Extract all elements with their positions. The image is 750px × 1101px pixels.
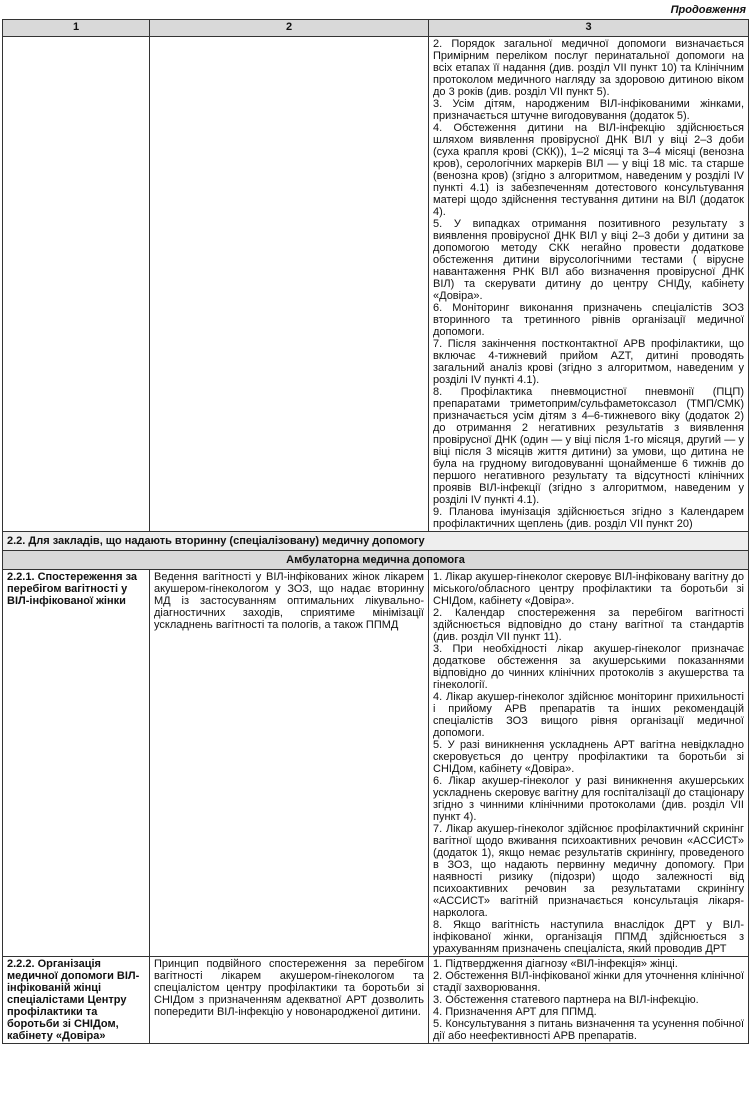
subsection-title: Амбулаторна медична допомога — [3, 551, 749, 570]
list-item: 2. Порядок загальної медичної допомоги визначається Примірним переліком послуг перинатальної допомоги на всіх етапах її надання (див. розділ VII пункт 10) та Клінічним протоколом медичного нагляду за здоровою дитиною віком до 3 років (див. розділ VII пункт 5). — [433, 38, 744, 98]
list-item: 2. Обстеження ВІЛ-інфікованої жінки для уточнення клінічної стадії захворювання. — [433, 970, 744, 994]
table-row — [3, 37, 749, 532]
row2-col3 — [429, 957, 749, 1044]
row1-col1: 2.2.1. Спостереження за перебігом вагітності у ВІЛ-інфікованої жінки — [3, 570, 150, 957]
row1-col3 — [429, 570, 749, 957]
list-item: 3. Усім дітям, народженим ВІЛ-інфікованими жінками, призначається штучне вигодовування (додаток 5). — [433, 98, 744, 122]
column-header-2: 2 — [150, 20, 429, 37]
list-item: 2. Календар спостереження за перебігом вагітності здійснюється відповідно до стану вагітної та стандартів (див. розділ VII пункт 11). — [433, 607, 744, 643]
row0-col1 — [3, 37, 150, 532]
table-row — [3, 570, 749, 957]
list-item: 8. Профілактика пневмоцистної пневмонії (ПЦП) препаратами триметоприм/сульфаметоксазол (ТМП/СМК) призначається усім дітям з 4–6-тижневого віку (додаток 2) до отримання 2 негативних результатів з виявлення провірусної ДНК (один — у віці після 1-го місяця, другий — у віці після 3 місяців життя дитини) за умови, що дитина не була на грудному вигодовуванні щонайменше 6 тижнів до першого негативного результату та відсутності клінічних проявів ВІЛ-інфекції (згідно з алгоритмом, наведеним у розділі IV пункті 4.1). — [433, 386, 744, 506]
list-item: 8. Якщо вагітність наступила внаслідок ДРТ у ВІЛ-інфікованої жінки, організація ППМД здійснюється з урахуванням призначень спеціаліста, який проводив ДРТ — [433, 919, 744, 955]
list-item: 6. Моніторинг виконання призначень спеціалістів ЗОЗ вторинного та третинного рівнів організації медичної допомоги. — [433, 302, 744, 338]
section-row — [3, 532, 749, 551]
section-title: 2.2. Для закладів, що надають вторинну (спеціалізовану) медичну допомогу — [3, 532, 749, 551]
list-item: 7. Лікар акушер-гінеколог здійснює профілактичний скринінг вагітної щодо вживання психоактивних речовин «АССИСТ» (додаток 1), якщо немає результатів скринінгу, проведеного в ЗОЗ, що надають первинну медичну допомогу. При наявності ризику (підозри) щодо залежності від психоактивних речовин за результатами скринінгу «АССИСТ» вагітній призначається консультація лікаря-нарколога. — [433, 823, 744, 919]
row2-col1: 2.2.2. Організація медичної допомоги ВІЛ-інфікованій жінці спеціалістами Центру профілактики та боротьби зі СНІДом, кабінету «Довіра» — [3, 957, 150, 1044]
list-item: 3. Обстеження статевого партнера на ВІЛ-інфекцію. — [433, 994, 699, 1006]
list-item: 4. Призначення АРТ для ППМД. — [433, 1006, 597, 1018]
list-item: 4. Обстеження дитини на ВІЛ-інфекцію здійснюється шляхом виявлення провірусної ДНК ВІЛ у віці 2–3 доби (суха крапля крові (СКК)), 1–2 місяці та 3–4 місяці (венозна кров), серологічних маркерів ВІЛ — у віці 18 міс. та старше (венозна кров) (згідно з алгоритмом, наведеним у розділі IV пункті 4.1) із забезпеченням дотестового консультування матері щодо здійснення тестування дитини на ВІЛ (додаток 4). — [433, 122, 744, 218]
list-item: 3. При необхідності лікар акушер-гінеколог призначає додаткове обстеження за акушерськими показаннями відповідно до чинних клінічних протоколів з акушерства та гінекології. — [433, 643, 744, 691]
row0-col3 — [429, 37, 749, 532]
protocol-table — [2, 19, 749, 1044]
subsection-row — [3, 551, 749, 570]
list-item: 6. Лікар акушер-гінеколог у разі виникнення акушерських ускладнень скеровує вагітну для госпіталізації до стаціонару згідно з чинними клінічними протоколами (див. розділ VII пункт 4). — [433, 775, 744, 823]
list-item: 4. Лікар акушер-гінеколог здійснює моніторинг прихильності і прийому АРВ препаратів та інших рекомендацій спеціалістів ЗОЗ вищого рівня організації медичної допомоги. — [433, 691, 744, 739]
list-item: 5. Консультування з питань визначення та усунення побічної дії або неефективності АРВ препаратів. — [433, 1018, 744, 1042]
row0-col2 — [150, 37, 429, 532]
list-item: 9. Планова імунізація здійснюється згідно з Календарем профілактичних щеплень (див. розділ VII пункт 20) — [433, 506, 744, 530]
row1-col2: Ведення вагітності у ВІЛ-інфікованих жінок лікарем акушером-гінекологом у ЗОЗ, що надає вторинну МД із застосуванням оптимальних лікувально-діагностичних заходів, сприятиме мінімізації ускладнень вагітності та пологів, а також ППМД — [150, 570, 429, 957]
list-item: 5. У разі виникнення ускладнень АРТ вагітна невідкладно скеровується до центру профілактики та боротьби зі СНІДом, кабінету «Довіра». — [433, 739, 744, 775]
continuation-label: Продовження — [670, 4, 746, 16]
row2-col2: Принцип подвійного спостереження за перебігом вагітності лікарем акушером-гінекологом та спеціалістом центру профілактики та боротьби зі СНІДом з призначенням адекватної АРТ дозволить попередити ВІЛ-інфекцію у новонародженої дитини. — [150, 957, 429, 1044]
column-header-3: 3 — [429, 20, 749, 37]
header-row — [3, 20, 749, 37]
column-header-1: 1 — [3, 20, 150, 37]
list-item: 5. У випадках отримання позитивного результату з виявлення провірусної ДНК ВІЛ у віці 2–3 доби у дитини за допомогою методу СКК негайно провести додаткове обстеження дитини вірусологічними тестами ( вірусне навантаження РНК ВІЛ або визначення провірусної ДНК ВІЛ) та скерувати дитину до центру СНІДу, кабінету «Довіра». — [433, 218, 744, 302]
list-item: 1. Підтвердження діагнозу «ВІЛ-інфекція» жінці. — [433, 958, 678, 970]
table-row — [3, 957, 749, 1044]
list-item: 1. Лікар акушер-гінеколог скеровує ВІЛ-інфіковану вагітну до міського/обласного центру профілактики та боротьби зі СНІДом, кабінету «Довіра». — [433, 571, 744, 607]
list-item: 7. Після закінчення постконтактної АРВ профілактики, що включає 4-тижневий прийом AZT, дитині проводять загальний аналіз крові (згідно з алгоритмом, наведеним у розділі IV пункті 4.1). — [433, 338, 744, 386]
